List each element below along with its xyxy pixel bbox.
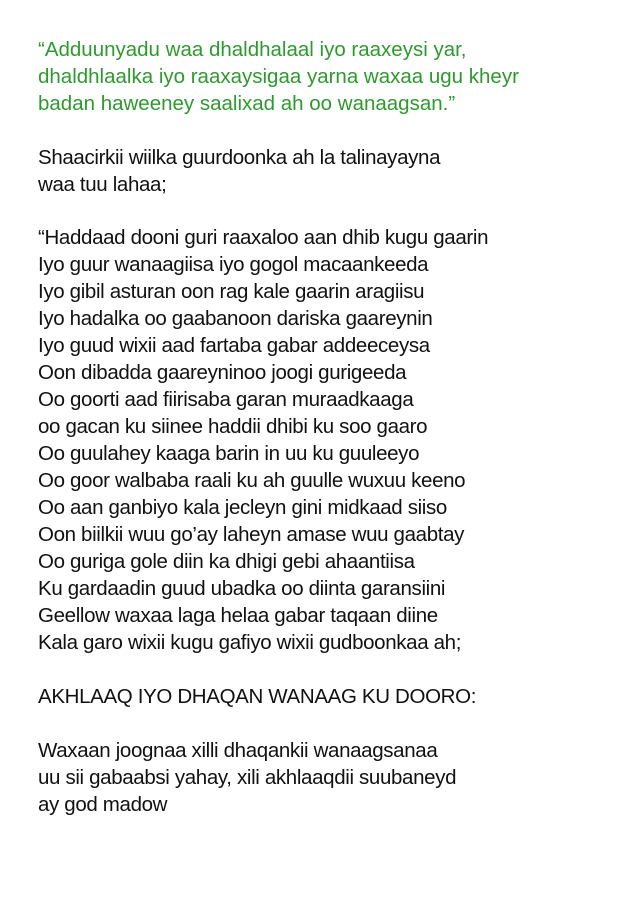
closing-paragraph [38,737,618,818]
poem-line: Oo guriga gole diin ka dhigi gebi ahaantiisa [38,550,415,573]
poem-line: Iyo hadalka oo gaabanoon dariska gaareynin [38,307,433,330]
intro-line: waa tuu lahaa; [38,173,167,196]
quote-line: badan haweeney saalixad ah oo wanaagsan.” [38,92,456,115]
intro-line: Shaacirkii wiilka guurdoonka ah la talinayayna [38,146,441,169]
closing-line: ay god madow [38,793,168,816]
closing-line: uu sii gabaabsi yahay, xili akhlaaqdii suubaneyd [38,766,457,789]
poem-line: Oo aan ganbiyo kala jecleyn gini midkaad siiso [38,496,447,519]
poem-line: Iyo guud wixii aad fartaba gabar addeeceysa [38,334,430,357]
quote-line: “Adduunyadu waa dhaldhalaal iyo raaxeysi yar, [38,38,467,61]
quote-line: dhaldhlaalka iyo raaxaysigaa yarna waxaa ugu kheyr [38,65,519,88]
heading-line: AKHLAAQ IYO DHAQAN WANAAG KU DOORO: [38,685,477,708]
poem-line: Oo goorti aad fiirisaba garan muraadkaaga [38,388,414,411]
poem-line: Iyo guur wanaagiisa iyo gogol macaankeeda [38,253,429,276]
poem-line: Oon biilkii wuu go’ay laheyn amase wuu gaabtay [38,523,465,546]
document-page [38,36,618,818]
poem-line: Oo goor walbaba raali ku ah guulle wuxuu keeno [38,469,466,492]
closing-line: Waxaan joognaa xilli dhaqankii wanaagsanaa [38,739,438,762]
poem-line: Oo guulahey kaaga barin in uu ku guuleeyo [38,442,420,465]
poem-line: oo gacan ku siinee haddii dhibi ku soo gaaro [38,415,428,438]
poem-line: “Haddaad dooni guri raaxaloo aan dhib kugu gaarin [38,226,489,249]
poem-line: Iyo gibil asturan oon rag kale gaarin aragiisu [38,280,425,303]
intro-paragraph [38,144,618,198]
section-heading [38,683,618,710]
poem-line: Ku gardaadin guud ubadka oo diinta garansiini [38,577,446,600]
poem-block [38,224,618,656]
poem-line: Oon dibadda gaareyninoo joogi gurigeeda [38,361,407,384]
green-quote [38,36,618,117]
poem-line: Geellow waxaa laga helaa gabar taqaan diine [38,604,438,627]
poem-line: Kala garo wixii kugu gafiyo wixii gudboonkaa ah; [38,631,462,654]
